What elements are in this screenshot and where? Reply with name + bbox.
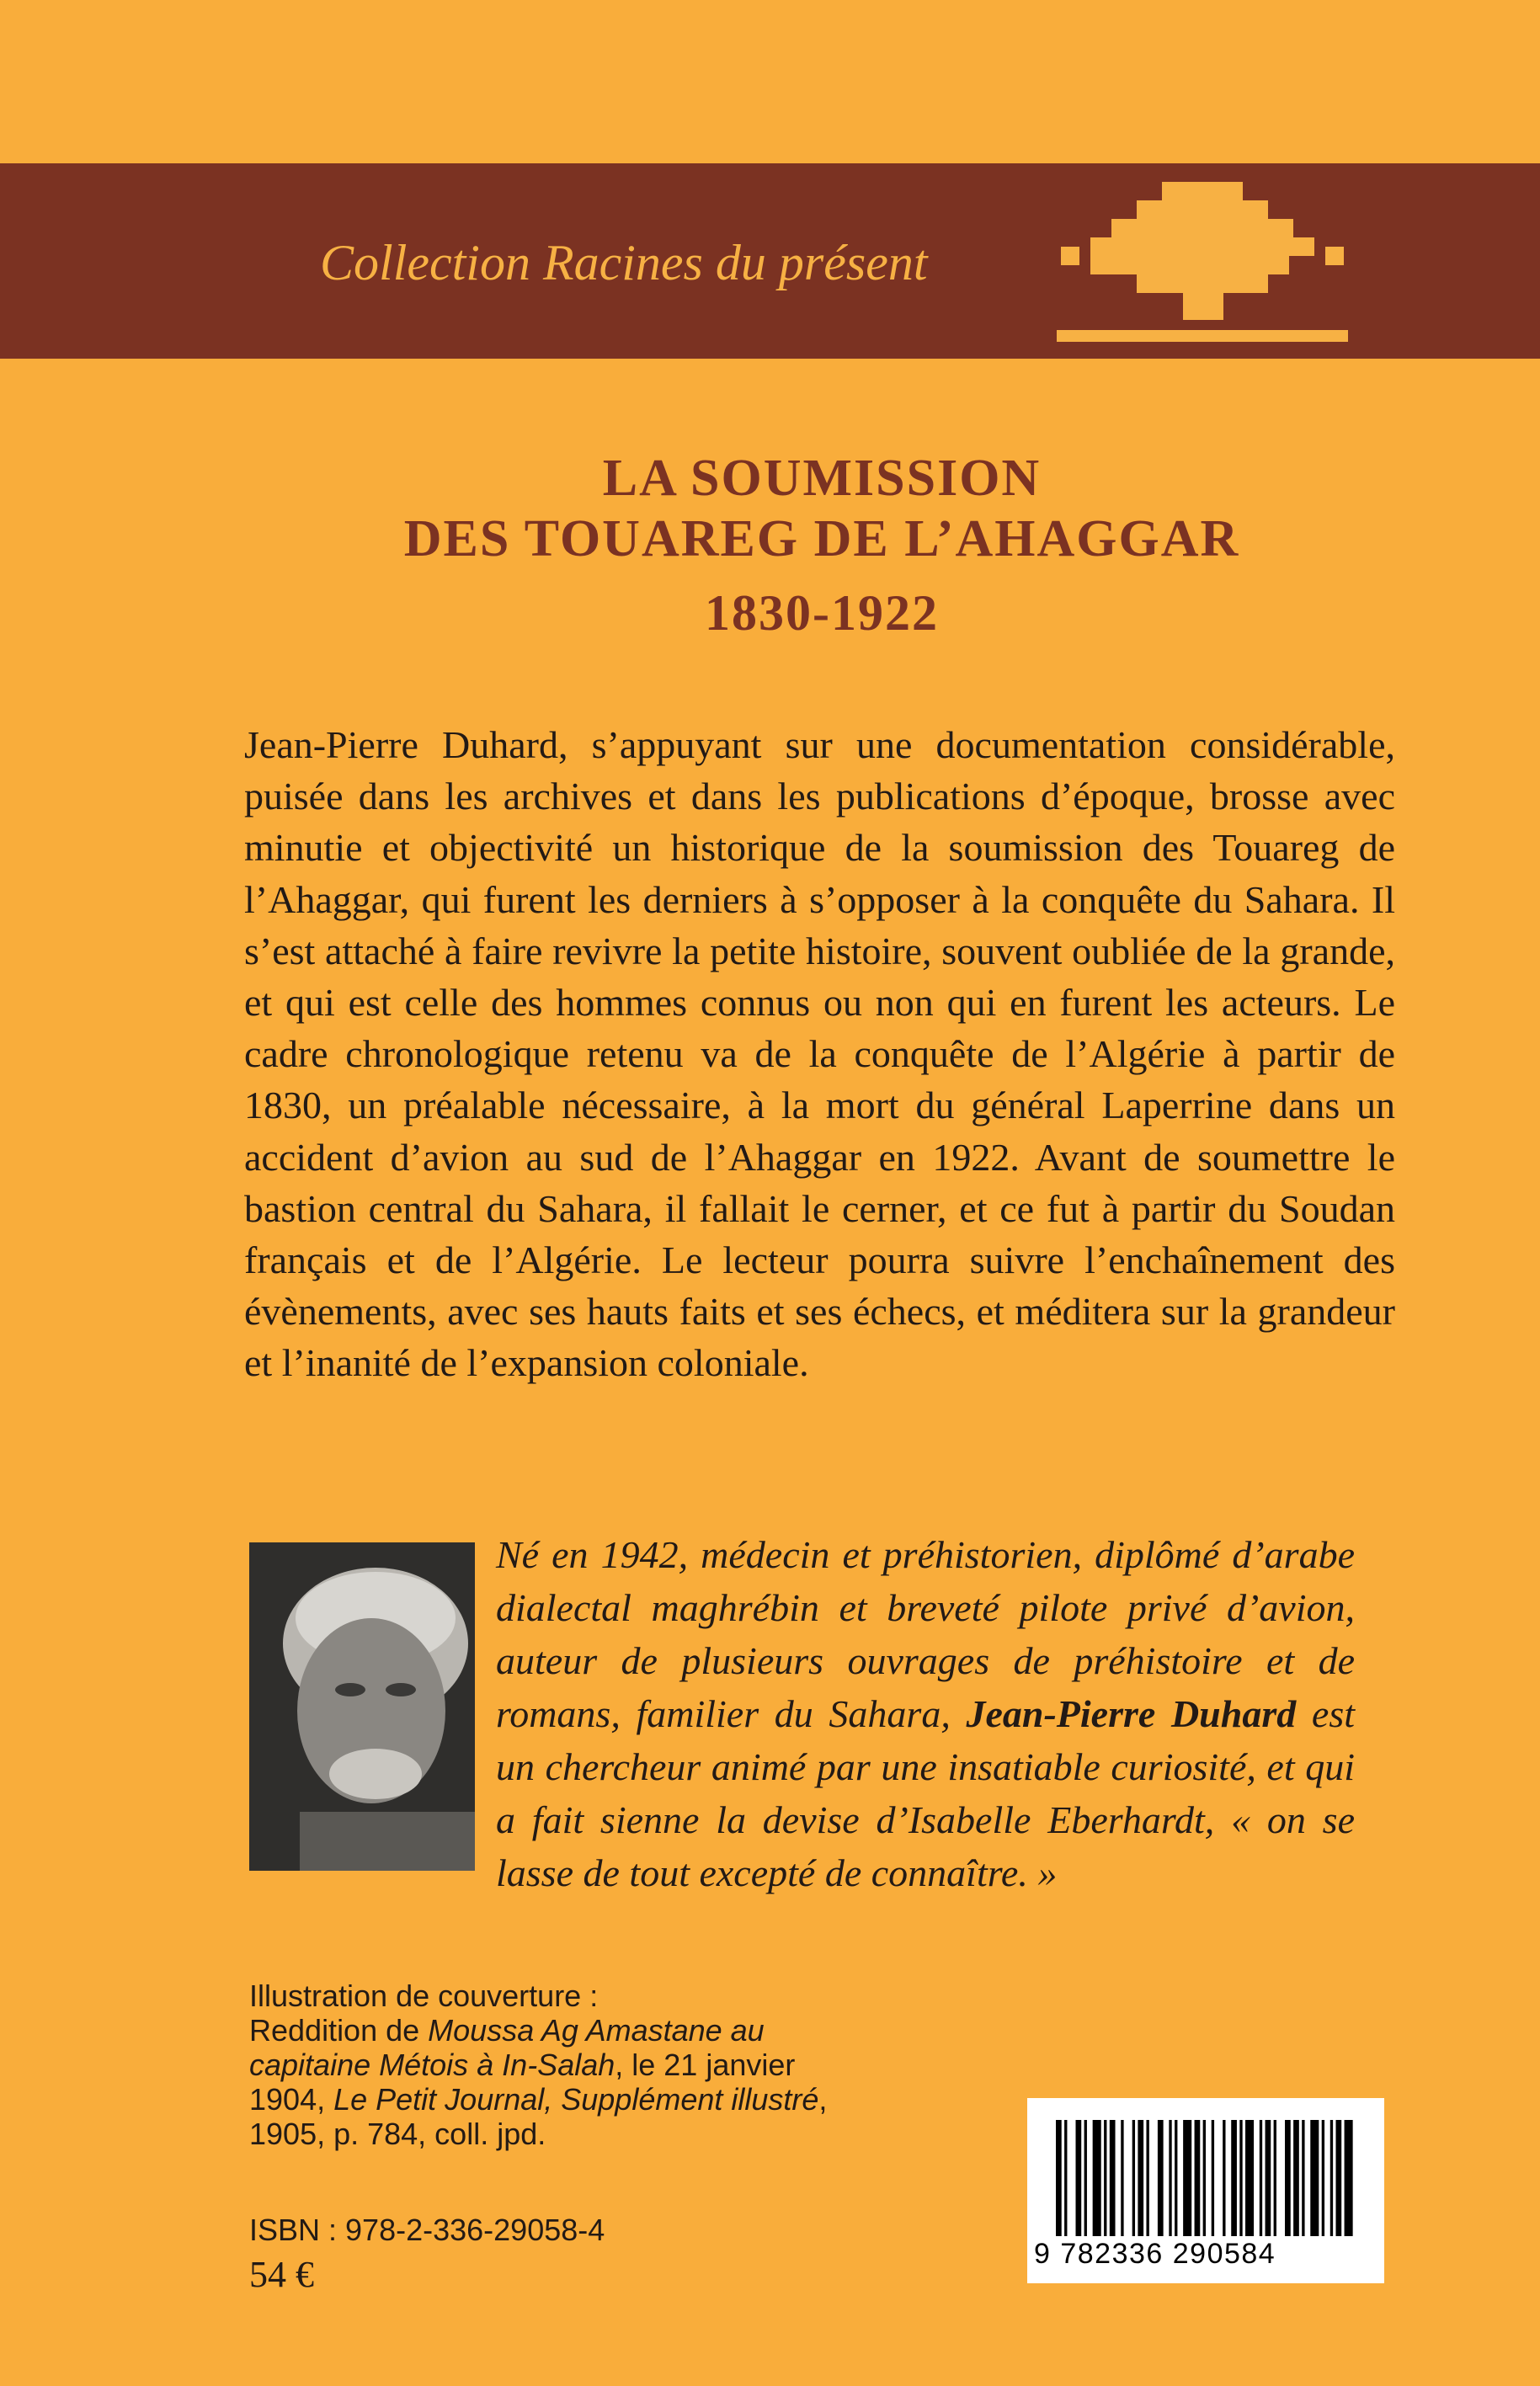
- author-bio: [496, 1528, 1355, 1899]
- title-years: 1830-1922: [705, 585, 939, 641]
- title-line-1: LA SOUMISSION: [602, 450, 1042, 507]
- book-title: [0, 448, 1540, 643]
- cover-illustration-credits: [249, 1979, 839, 2151]
- barcode: [1027, 2098, 1384, 2283]
- book-summary: Jean-Pierre Duhard, s’appuyant sur une documentation considérable, puisée dans les archives et dans les publications d’époque, brosse avec minutie et objectivité un historique de la soumission des Touareg de l’Ahaggar, qui furent les derniers à s’opposer à la conquête du Sahara. Il s’est attaché à faire revivre la petite histoire, souvent oubliée de la grande, et qui est celle des hommes connus ou non qui en furent les acteurs. Le cadre chronologique retenu va de la conquête de l’Algérie à partir de 1830, un préalable nécessaire, à la mort du général Laperrine dans un accident d’avion au sud de l’Ahaggar en 1922. Avant de soumettre le bastion central du Sahara, il fallait le cerner, et ce fut à partir du Soudan français et de l’Algérie. Le lecteur pourra suivre l’enchaînement des évènements, avec ses hauts faits et ses échecs, et méditera sur la grandeur et l’inanité de l’expansion coloniale.: [244, 723, 1395, 1385]
- barcode-bars-icon: [1056, 2120, 1356, 2236]
- credits-heading: Illustration de couverture :: [249, 1979, 599, 2013]
- author-name: Jean-Pierre Duhard: [966, 1692, 1297, 1735]
- bio-text-after: est un chercheur animé par une insatiable curiosité, et qui a fait sienne la devise d’Isabelle Eberhardt, « on se lasse de tout excepté de connaître. »: [496, 1692, 1355, 1894]
- author-photo: [249, 1542, 475, 1871]
- barcode-digits: 9 782336 290584: [1034, 2238, 1276, 2270]
- isbn: ISBN : 978-2-336-29058-4: [249, 2213, 605, 2247]
- tree-logo-icon: [1057, 182, 1348, 347]
- price: 54 €: [249, 2254, 314, 2295]
- bio-text-before: Né en 1942, médecin et préhistorien, diplômé d’arabe dialectal maghrébin et breveté pilote privé d’avion, auteur de plusieurs ouvrages de préhistoire et de romans, familier du Sahara,: [496, 1533, 1355, 1735]
- credits-text: Reddition de Moussa Ag Amastane au capitaine Métois à In-Salah, le 21 janvier 1904, Le Petit Journal, Supplément illustré, 1905, p. 784, coll. jpd.: [249, 2013, 828, 2151]
- collection-name: Collection Racines du présent: [320, 235, 928, 290]
- title-line-2: DES TOUAREG DE L’AHAGGAR: [403, 510, 1240, 567]
